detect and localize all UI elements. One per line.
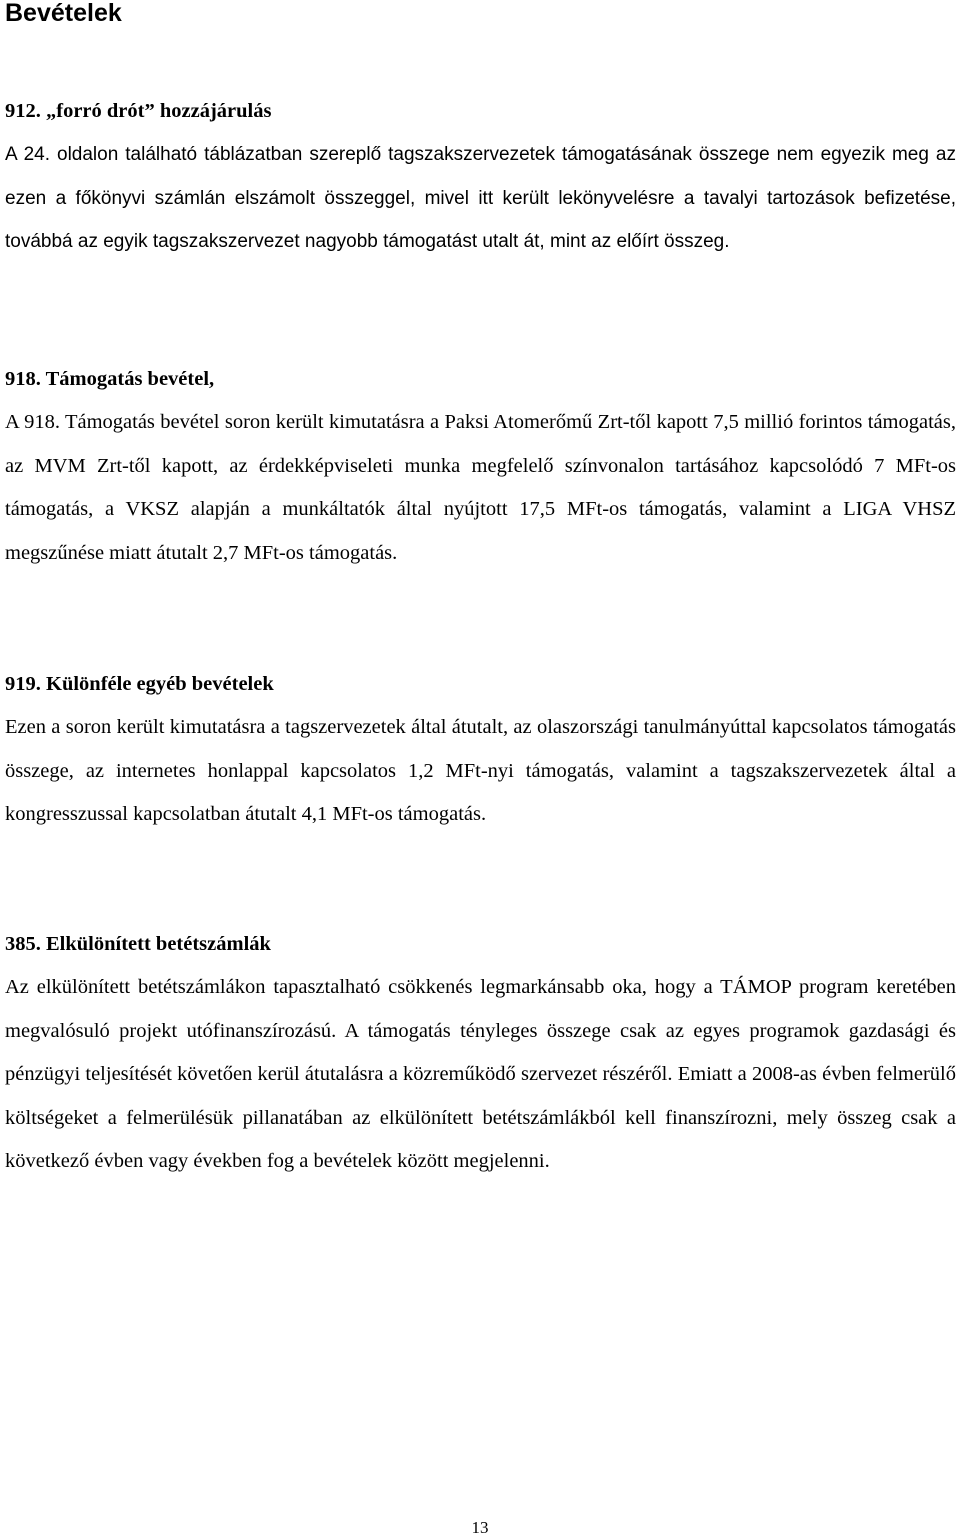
- section-body: A 918. Támogatás bevétel soron került kimutatásra a Paksi Atomerőmű Zrt-től kapott 7,5 millió forintos támogatás, az MVM Zrt-től kapott, az érdekképviseleti munka megfelelő színvonalon tartásához kapcsolódó 7 MFt-os támogatás, a VKSZ alapján a munkáltatók által nyújtott 17,5 MFt-os támogatás, valamint a LIGA VHSZ megszűnése miatt átutalt 2,7 MFt-os támogatás.: [5, 411, 956, 564]
- section-body: Ezen a soron került kimutatásra a tagszervezetek által átutalt, az olaszországi tanulmányúttal kapcsolatos támogatás összege, az internetes honlappal kapcsolatos 1,2 MFt-nyi támogatás, valamint a tagszakszervezetek által a kongresszussal kapcsolatban átutalt 4,1 MFt-os támogatás.: [5, 716, 956, 825]
- page-number: 13: [471, 1518, 489, 1537]
- section-heading: 918. Támogatás bevétel,: [5, 368, 215, 390]
- section-385: [5, 923, 956, 1184]
- section-heading: 919. Különféle egyéb bevételek: [5, 673, 274, 695]
- section-918: [5, 358, 956, 575]
- section-919: [5, 663, 956, 837]
- section-body: A 24. oldalon található táblázatban szereplő tagszakszervezetek támogatásának összege nem egyezik meg az ezen a főkönyvi számlán elszámolt összeggel, mivel itt került lekönyvelésre a tavalyi tartozások befizetése, továbbá az egyik tagszakszervezet nagyobb támogatást utalt át, mint az előírt összeg.: [5, 144, 956, 252]
- section-912: [5, 90, 956, 264]
- section-heading: 385. Elkülönített betétszámlák: [5, 933, 271, 955]
- document-title: Bevételek: [5, 0, 122, 27]
- section-body: Az elkülönített betétszámlákon tapasztalható csökkenés legmarkánsabb oka, hogy a TÁMOP program keretében megvalósuló projekt utófinanszírozású. A támogatás tényleges összege csak az egyes programok gazdasági és pénzügyi teljesítését követően kerül átutalásra a közreműködő szervezet részéről. Emiatt a 2008-as évben felmerülő költségeket a felmerülésük pillanatában az elkülönített betétszámlákból kell finanszírozni, mely összeg csak a következő évben vagy években fog a bevételek között megjelenni.: [5, 976, 956, 1172]
- section-heading: 912. „forró drót” hozzájárulás: [5, 100, 272, 122]
